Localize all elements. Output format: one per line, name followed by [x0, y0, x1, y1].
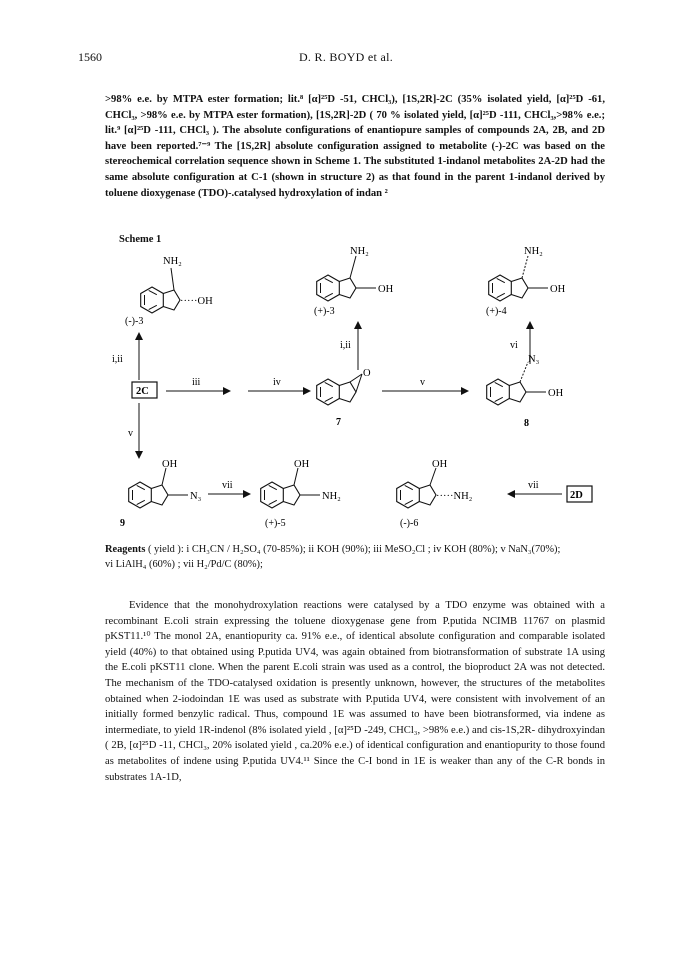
step-vii-right: vii [528, 480, 539, 491]
label-plus-5: (+)-5 [265, 518, 286, 529]
structure-plus-4 [486, 246, 566, 317]
group-o: O [363, 368, 371, 379]
structure-minus-3 [125, 256, 213, 327]
structure-plus-3 [314, 246, 394, 317]
step-v-right: v [420, 377, 425, 388]
group-oh: OH [548, 388, 564, 399]
reagents-caption [105, 543, 610, 572]
reagents-lead: Reagents [105, 544, 146, 555]
paragraph-configurations: >98% e.e. by MTPA ester formation; lit.⁸ [α]²⁵D -51, CHCl₃), [1S,2R]-2C (35% isolated yield, [α]²⁵D -61, CHCl₃, >98% e.e. by MTPA ester formation), [1S,2R]-2D ( 70 % isolated yield, [α]²⁵D -111, CHCl₃,>98% e.e.; lit.⁹ [α]²⁵D -111, CHCl₃ ). The absolute configurations of enantiopure samples of compounds 2A, 2B, and 2D have been reported.⁷⁻⁹ The [1S,2R] absolute configuration assigned to metabolite (-)-2C was based on the stereochemical correlation sequence shown in Scheme 1. The substituted 1-indanol metabolites 2A-2D had the same absolute configuration at C-1 (shown in structure 2) as that found in the parent 1-indanol derived by toluene dioxygenase (TDO)-.catalysed hydroxylation of indan ² [105, 94, 605, 199]
label-plus-3: (+)-3 [314, 306, 335, 317]
label-9: 9 [120, 518, 125, 529]
group-oh: OH [294, 459, 310, 470]
label-minus-6: (-)-6 [400, 518, 419, 529]
group-nh2: NH₂ [322, 491, 341, 502]
label-8: 8 [524, 418, 529, 429]
reaction-scheme [100, 240, 620, 530]
step-vii-left: vii [222, 480, 233, 491]
paragraph-evidence-text: Evidence that the monohydroxylation reactions were catalysed by a TDO enzyme was obtained with a recombinant E.coli strain expressing the toluene dioxygenase gene from P.putida NCIMB 11767 on plasmid pKST11.¹⁰ The monol 2A, enantiopurity ca. 91% e.e., of identical absolute configuration and comparable isolated yield (40%) to that obtained using P.putida UV4, was again obtained from biotransformation of substrate 1A using the E.coli pKST11 clone. When the parent E.coli strain was used as a control, the bioproduct 2A was not detected. The mechanism of the TDO-catalysed oxidation is presently unknown, however, the structures of the metabolites obtained when 2-iodoindan 1E was used as substrate with P.putida UV4, were consistent with involvement of an initially formed benzylic radical. Thus, compound 1E was assumed to have been biotransformed, via indene as intermediate, to yield 1R-indenol (8% isolated yield , [α]²⁵D -249, CHCl₃, >98% e.e.) and cis-1S,2R- dihydroxyindan ( 2B, [α]²⁵D -11, CHCl₃, 20% isolated yield , ca.20% e.e.) of identical configuration and enantiopurity to those found as metabolites of indene using P.putida UV4.¹¹ Since the C-I bond in 1E is weaker than any of the C-R bonds in substrates 1A-1D, [105, 600, 605, 783]
step-v-down: v [128, 428, 133, 439]
group-oh-dotted: ·····OH [180, 296, 213, 307]
structure-plus-5 [261, 459, 341, 529]
label-7: 7 [336, 417, 341, 428]
paragraph-evidence [105, 598, 605, 785]
step-iv: iv [273, 377, 281, 388]
label-plus-4: (+)-4 [486, 306, 507, 317]
group-n3: N₃ [528, 354, 540, 365]
label-2c: 2C [136, 386, 149, 397]
group-oh: OH [550, 284, 566, 295]
group-nh2: NH₂ [350, 246, 369, 257]
label-minus-3: (-)-3 [125, 316, 144, 327]
step-i-ii-left: i,ii [112, 354, 123, 365]
step-iii: iii [192, 377, 201, 388]
step-i-ii-mid: i,ii [340, 340, 351, 351]
page-number: 1560 [78, 50, 102, 64]
structure-8 [487, 354, 564, 429]
group-n3: N₃ [190, 491, 202, 502]
step-vi: vi [510, 340, 518, 351]
structure-9 [120, 459, 202, 529]
label-2d: 2D [570, 490, 583, 501]
group-oh: OH [378, 284, 394, 295]
group-nh2: NH₂ [524, 246, 543, 257]
group-nh2-dotted: ·····NH₂ [436, 491, 473, 502]
group-oh: OH [162, 459, 178, 470]
running-title: D. R. BOYD et al. [298, 50, 394, 64]
structure-7 [317, 368, 371, 428]
reagents-line1: ( yield ): i CH₃CN / H₂SO₄ (70-85%); ii KOH (90%); iii MeSO₂Cl ; iv KOH (80%); v NaN₃(70%); [145, 544, 561, 555]
group-nh2: NH₂ [163, 256, 182, 267]
scheme-label: Scheme 1 [119, 234, 162, 245]
structure-minus-6 [397, 459, 473, 529]
group-oh: OH [432, 459, 448, 470]
reagents-line2: vi LiAlH₄ (60%) ; vii H₂/Pd/C (80%); [105, 558, 263, 570]
